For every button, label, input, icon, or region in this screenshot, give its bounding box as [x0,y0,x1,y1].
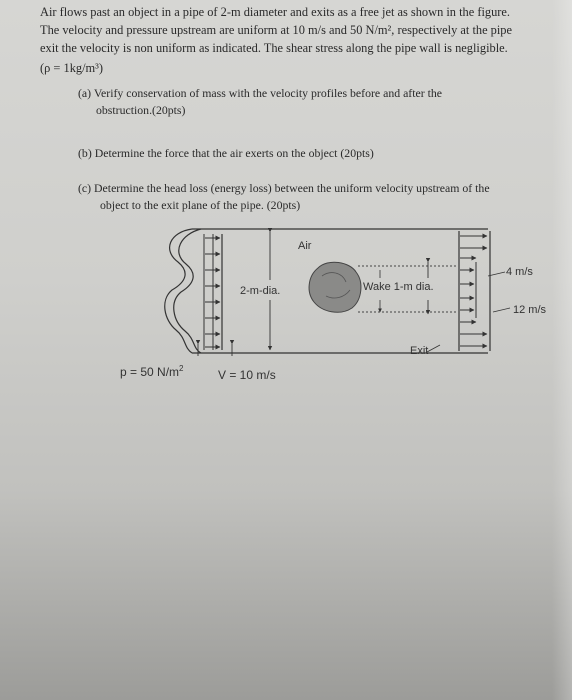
outer-velocity-label: 4 m/s [506,266,533,278]
part-c-line-1: (c) Determine the head loss (energy loss) between the uniform velocity upstream of the [78,181,490,195]
air-label: Air [298,240,312,252]
inner-velocity-label: 12 m/s [513,304,547,316]
part-c-line-2: object to the exit plane of the pipe. (20pts) [100,198,301,212]
part-a-line-1: (a) Verify conservation of mass with the velocity profiles before and after the [78,86,443,100]
part-a-line-2: obstruction.(20pts) [96,103,186,117]
pressure-exponent: 2 [179,364,184,373]
exit-inner-arrows [460,270,474,310]
pressure-label-text: p = 50 N/m [120,365,180,379]
intro-line-3: exit the velocity is non uniform as indicated. The shear stress along the pipe wall is negligible. [40,41,508,55]
velocity-label: V = 10 m/s [218,368,276,382]
exit-label: Exit [410,345,429,357]
part-b: (b) Determine the force that the air exerts on the object (20pts) [78,146,374,160]
pressure-label [120,364,183,379]
intro-line-2: The velocity and pressure upstream are uniform at 10 m/s and 50 N/m², respectively at the pipe [40,23,513,37]
exit-outer-arrows [460,236,487,346]
object-shape [309,262,361,312]
intro-line-1: Air flows past an object in a pipe of 2-m diameter and exits as a free jet as shown in the figure. [40,5,511,19]
density-note: (ρ = 1kg/m³) [40,61,103,75]
diameter-label: 2-m-dia. [240,285,281,297]
wake-label: Wake 1-m dia. [363,281,434,293]
